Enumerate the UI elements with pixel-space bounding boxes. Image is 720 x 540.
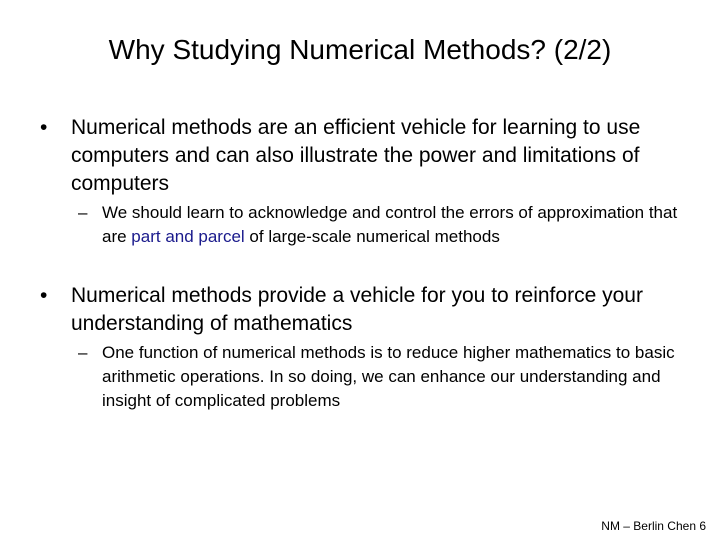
sub-bullet-1: [78, 201, 678, 249]
sub-bullet-1-text-after: of large-scale numerical methods: [244, 227, 500, 246]
highlighted-phrase: part and parcel: [131, 227, 245, 246]
sub-bullet-2: [78, 341, 678, 413]
bullet-2-marker: •: [40, 284, 48, 307]
slide-footer: NM – Berlin Chen 6: [601, 519, 706, 533]
bullet-2: [40, 282, 690, 338]
sub-bullet-1-text: [102, 201, 678, 249]
sub-bullet-2-marker: –: [78, 343, 88, 362]
bullet-2-text: Numerical methods provide a vehicle for you to reinforce your understanding of mathematics: [71, 284, 643, 335]
sub-bullet-1-text-before: We should learn to acknowledge and control the errors of approximation that are: [102, 203, 678, 246]
slide-title: Why Studying Numerical Methods? (2/2): [108, 34, 612, 65]
sub-bullet-1-marker: –: [78, 203, 88, 222]
sub-bullet-2-text: One function of numerical methods is to reduce higher mathematics to basic arithmetic operations. In so doing, we can enhance our understanding and insight of complicated problems: [102, 343, 675, 410]
bullet-1: [40, 114, 690, 198]
bullet-1-marker: •: [40, 116, 48, 139]
bullet-1-text: Numerical methods are an efficient vehicle for learning to use computers and can also illustrate the power and limitations of computers: [71, 116, 641, 195]
